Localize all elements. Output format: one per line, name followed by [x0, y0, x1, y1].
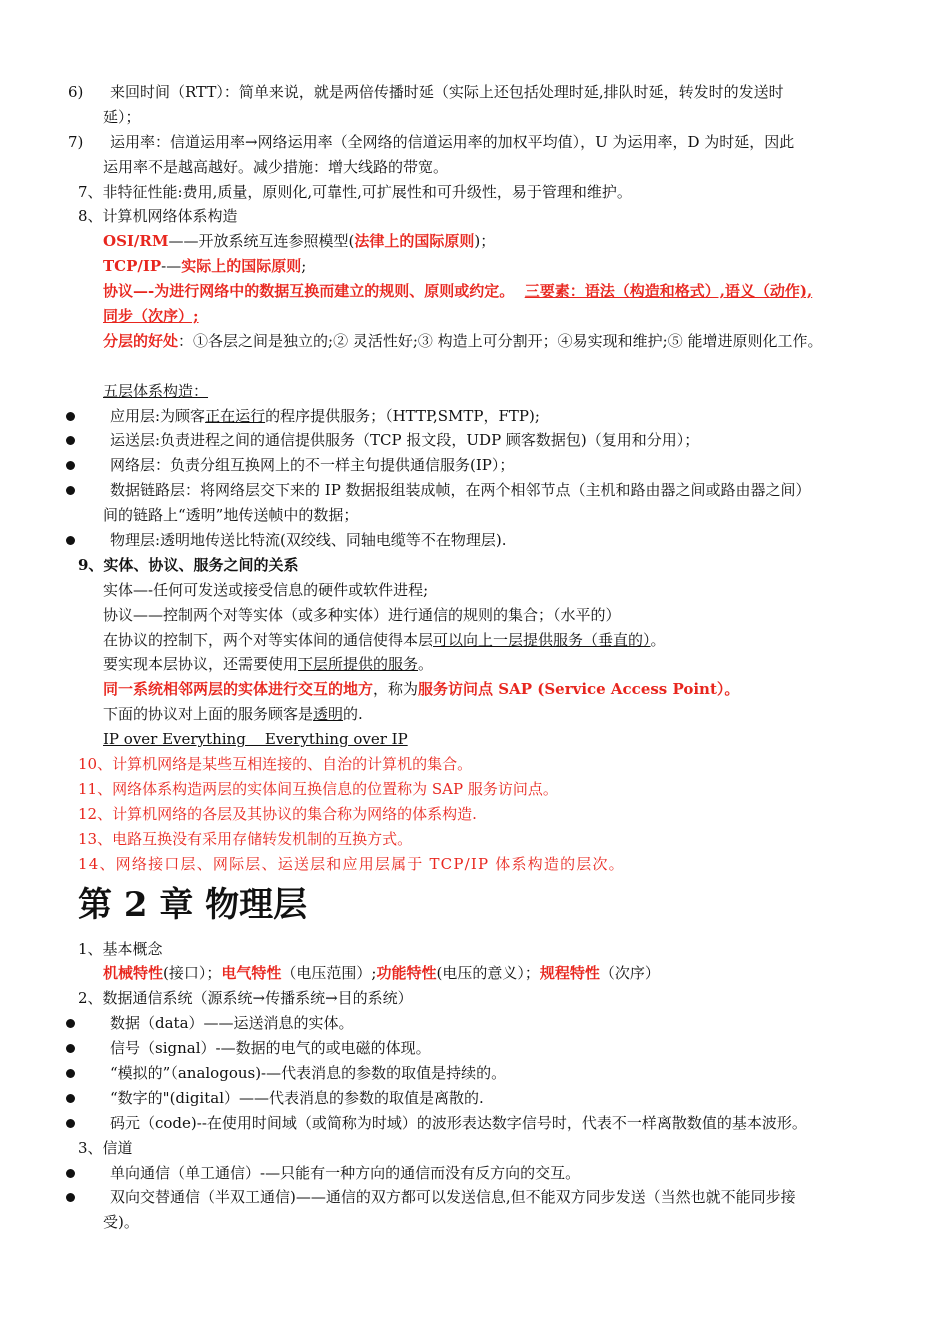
- ip-over-line: [0, 727, 950, 752]
- section-heading: 1、基本概念: [78, 939, 163, 958]
- physical-layer-text: 物理层:透明地传送比特流(双绞线、同轴电缆等不在物理层).: [110, 531, 507, 550]
- func-desc: (电压的意义）；: [436, 964, 540, 983]
- chapter-2-heading: [0, 877, 950, 937]
- five-layer-heading: 五层体系构造：: [103, 381, 209, 400]
- digital-text: “数字的"(digital）——代表消息的参数的取值是离散的.: [110, 1088, 484, 1107]
- item-6: [0, 80, 950, 105]
- transparent-text: [103, 702, 363, 727]
- control-line: [0, 628, 950, 653]
- item-7: [0, 130, 950, 155]
- control-text: [103, 628, 666, 653]
- item-7-continuation: [0, 155, 950, 180]
- bullet-icon: [66, 1019, 75, 1028]
- ch2-section-1: [0, 937, 950, 962]
- proc-desc: （次序）: [599, 964, 660, 983]
- section-text: 7、非特征性能:费用,质量，原则化,可靠性,可扩展性和可升级性，易于管理和维护。: [78, 182, 632, 201]
- bullet-icon: [66, 1094, 75, 1103]
- half-duplex-text: 双向交替通信（半双工通信)——通信的双方都可以发送信息,但不能双方同步发送（当然也就不能同步接: [110, 1188, 796, 1207]
- ch2-section-3: [0, 1136, 950, 1161]
- impl-c: 。: [418, 655, 434, 674]
- bullet-icon: [66, 1069, 75, 1078]
- red-item-text: 11、网络体系构造两层的实体间互换信息的位置称为 SAP 服务访问点。: [78, 779, 558, 798]
- tcpip-dash: -—: [161, 257, 182, 276]
- app-c: 的程序提供服务；（HTTP,SMTP，FTP);: [265, 406, 540, 425]
- impl-a: 要实现本层协议，还需要使用: [103, 655, 299, 674]
- layering-text: [103, 329, 823, 354]
- tcpip-line: [0, 254, 950, 279]
- tcpip-term: TCP/IP: [103, 257, 162, 276]
- sap-c: 服务访问点 SAP (Service Access Point）。: [418, 680, 740, 699]
- ctrl-c: 。: [650, 630, 666, 649]
- section-heading: 3、信道: [78, 1138, 133, 1157]
- tcpip-highlight: 实际上的国际原则: [181, 257, 302, 276]
- section-heading: 8、计算机网络体系构造: [78, 207, 238, 226]
- ctrl-b: 可以向上一层提供服务（垂直的）: [433, 630, 651, 649]
- protocol-def-text: 协议——控制两个对等实体（或多种实体）进行通信的规则的集合；（水平的）: [103, 605, 621, 624]
- ctrl-a: 在协议的控制下，两个对等实体间的通信使得本层: [103, 630, 434, 649]
- osi-highlight: 法律上的国际原则: [354, 232, 475, 251]
- section-heading: 2、数据通信系统（源系统→传播系统→目的系统）: [78, 989, 413, 1008]
- item-6-continuation: [0, 105, 950, 130]
- protocol-elements: 三要素：语法（构造和格式）,语义（动作),: [524, 282, 813, 301]
- bullet-application-layer: [0, 404, 950, 429]
- ch2-section-2: [0, 986, 950, 1011]
- red-item-14: [0, 852, 950, 877]
- item-text-cont: 运用率不是越高越好。减少措施：增大线路的带宽。: [103, 157, 449, 176]
- layering-term: 分层的好处: [103, 331, 179, 350]
- entity-text: 实体—-任何可发送或接受信息的硬件或软件进程;: [103, 580, 429, 599]
- bullet-data: [0, 1011, 950, 1036]
- analog-text: “模拟的”（analogous)-—代表消息的参数的取值是持续的。: [110, 1063, 507, 1082]
- protocol-def-line: [0, 603, 950, 628]
- protocol-text: [103, 279, 812, 304]
- datalink-layer-text: 数据链路层：将网络层交下来的 IP 数据报组装成帧，在两个相邻节点（主机和路由器之间或路由器之间）: [110, 481, 811, 500]
- app-b: 正在运行: [205, 406, 266, 425]
- transparent-line: [0, 702, 950, 727]
- protocol-line-cont: [0, 304, 950, 329]
- transport-layer-text: 运送层:负责进程之间的通信提供服务（TCP 报文段，UDP 顾客数据包)（复用和分用）；: [110, 431, 700, 450]
- simplex-text: 单向通信（单工通信）-—只能有一种方向的通信而没有反方向的交互。: [110, 1163, 581, 1182]
- characteristics-line: [0, 961, 950, 986]
- sap-a: 同一系统相邻两层的实体进行交互的地方: [103, 680, 374, 699]
- elec-term: 电气特性: [221, 964, 282, 983]
- datalink-layer-text-cont: 间的链路上“透明”地传送帧中的数据；: [103, 506, 359, 525]
- bullet-icon: [66, 1044, 75, 1053]
- item-text-cont: 延）；: [103, 107, 141, 126]
- bullet-icon: [66, 1193, 75, 1202]
- red-item-text: 13、电路互换没有采用存储转发机制的互换方式。: [78, 829, 413, 848]
- bullet-datalink-layer: [0, 478, 950, 503]
- red-item-12: [0, 802, 950, 827]
- red-item-text: 10、计算机网络是某些互相连接的、自治的计算机的集合。: [78, 755, 473, 774]
- bullet-digital: [0, 1086, 950, 1111]
- bullet-half-duplex: [0, 1185, 950, 1210]
- osi-end: )；: [474, 232, 496, 251]
- osi-line: [0, 229, 950, 254]
- item-text: 运用率：信道运用率→网络运用率（全网络的信道运用率的加权平均值），U 为运用率，D 为时延，因此: [110, 132, 795, 151]
- mech-term: 机械特性: [103, 964, 164, 983]
- trans-a: 下面的协议对上面的服务顾客是: [103, 705, 314, 724]
- red-item-10: [0, 752, 950, 777]
- entity-line: [0, 578, 950, 603]
- bullet-icon: [66, 486, 75, 495]
- section-heading: 9、实体、协议、服务之间的关系: [78, 555, 299, 574]
- elec-desc: （电压范围）;: [281, 964, 377, 983]
- impl-b: 下层所提供的服务: [298, 655, 419, 674]
- bullet-icon: [66, 436, 75, 445]
- half-duplex-text-cont: 受)。: [103, 1213, 139, 1232]
- data-text: 数据（data）——运送消息的实体。: [110, 1014, 354, 1033]
- spacer: [0, 354, 950, 379]
- bullet-icon: [66, 412, 75, 421]
- code-text: 码元（code)--在使用时间域（或简称为时域）的波形表达数字信号时，代表不一样离散数值的基本波形。: [110, 1113, 807, 1132]
- mech-desc: (接口）；: [163, 964, 222, 983]
- red-item-13: [0, 827, 950, 852]
- sap-text: [103, 677, 739, 702]
- sap-line: [0, 677, 950, 702]
- bullet-code: [0, 1111, 950, 1136]
- bullet-network-layer: [0, 453, 950, 478]
- section-8-title: [0, 204, 950, 229]
- bullet-signal: [0, 1036, 950, 1061]
- osi-term: OSI/RM: [103, 232, 169, 251]
- trans-b: 透明: [313, 705, 344, 724]
- characteristics-text: [103, 961, 660, 986]
- item-number: 7): [68, 132, 84, 151]
- five-layer-title: [0, 379, 950, 404]
- application-layer-text: [110, 404, 540, 429]
- bullet-icon: [66, 461, 75, 470]
- layering-desc: ：①各层之间是独立的;② 灵活性好;③ 构造上可分割开；④易实现和维护;⑤ 能增进原则化工作。: [178, 331, 823, 350]
- red-item-text: 12、计算机网络的各层及其协议的集合称为网络的体系构造.: [78, 804, 477, 823]
- trans-c: 的.: [343, 705, 363, 724]
- signal-text: 信号（signal）-—数据的电气的或电磁的体现。: [110, 1039, 431, 1058]
- bullet-icon: [66, 1119, 75, 1128]
- protocol-definition: 协议—-为进行网络中的数据互换而建立的规则、原则或约定。: [103, 282, 515, 301]
- datalink-layer-cont: [0, 503, 950, 528]
- bullet-icon: [66, 1169, 75, 1178]
- osi-desc: ——开放系统互连参照模型(: [168, 232, 355, 251]
- tcpip-text: [103, 254, 306, 279]
- red-item-text: 14、网络接口层、网际层、运送层和应用层属于 TCP/IP 体系构造的层次。: [78, 854, 625, 873]
- bullet-physical-layer: [0, 528, 950, 553]
- app-a: 应用层:为顾客: [110, 406, 206, 425]
- bullet-analog: [0, 1061, 950, 1086]
- implement-text: [103, 652, 433, 677]
- protocol-elements-cont: 同步（次序）;: [103, 307, 199, 326]
- document-page: [0, 80, 950, 1235]
- protocol-line: [0, 279, 950, 304]
- proc-term: 规程特性: [539, 964, 600, 983]
- network-layer-text: 网络层：负责分组互换网上的不一样主句提供通信服务(IP）；: [110, 456, 515, 475]
- func-term: 功能特性: [376, 964, 437, 983]
- sap-b: ，称为: [373, 680, 419, 699]
- chapter-title: 第 2 章 物理层: [78, 884, 308, 925]
- item-number: 6): [68, 83, 84, 101]
- red-item-11: [0, 777, 950, 802]
- section-7: [0, 180, 950, 205]
- ip-over-text: IP over Everything Everything over IP: [103, 730, 408, 749]
- bullet-icon: [66, 536, 75, 545]
- item-text: 来回时间（RTT）：简单来说，就是两倍传播时延（实际上还包括处理时延,排队时延，转发时的发送时: [110, 83, 784, 101]
- half-duplex-cont: [0, 1210, 950, 1235]
- section-9-title: [0, 553, 950, 578]
- osi-text: [103, 229, 495, 254]
- implement-line: [0, 652, 950, 677]
- layering-benefits: [0, 329, 950, 354]
- bullet-transport-layer: [0, 428, 950, 453]
- bullet-simplex: [0, 1161, 950, 1186]
- tcpip-end: ;: [301, 257, 307, 276]
